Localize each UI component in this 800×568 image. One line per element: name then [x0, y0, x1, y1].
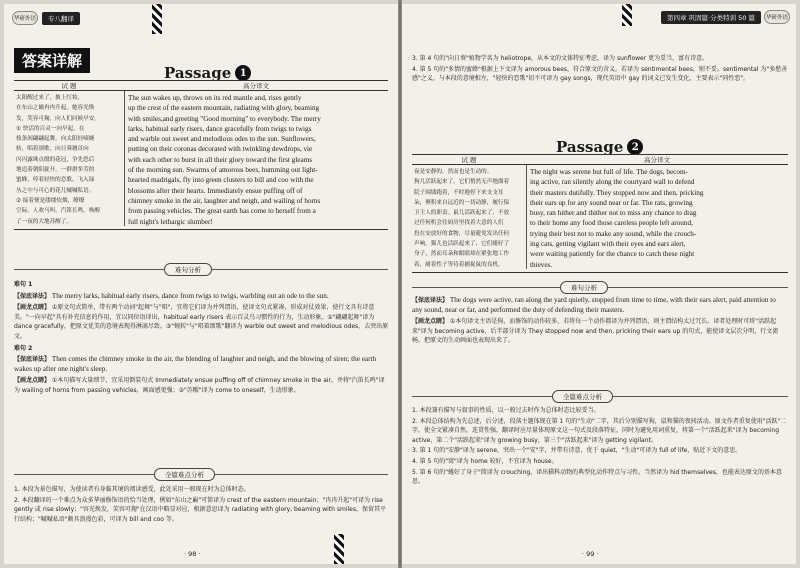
passage-number-badge: 2 [627, 139, 643, 155]
column-divider [124, 91, 125, 226]
en-line: and warble out sweet and melodious odes to the sun. Sunflowers, [128, 135, 316, 144]
en-line: with smiles,and greeting "Good morning" to everybody. The merry [128, 114, 321, 123]
difficult-sentence-analysis [412, 296, 788, 348]
numbered-note: 1. 本段兼有描写与叙事的性质，以一般过去时作为总体时态比较妥当。 [412, 407, 600, 414]
en-line: The night was serene but full of life. The dogs, becom- [530, 168, 688, 176]
overall-analysis-title: 全篇难点分析 [552, 390, 613, 403]
passage-table-header [412, 154, 788, 165]
en-line: of the morning sun. Swarms of amorous bees, humming out light- [128, 166, 318, 175]
left-page [4, 4, 398, 564]
col-header-translation: 高分译文 [243, 82, 269, 90]
en-line: blossoms after their hearts. Immediately ensue puffing off of [128, 186, 303, 195]
passage1-notes-continued [412, 54, 788, 85]
cn-line: 地追着朝阳旋开，一群群多劳的 [16, 167, 95, 174]
en-line: trying their best not to make any sound, while the crouch- [530, 229, 697, 238]
analysis-paragraph [14, 292, 390, 302]
col-header-question: 试 题 [461, 156, 477, 164]
numbered-note: 5. 第 6 句的"蜷好了身子"简译为 crouching，译出猫科动物的典型化动作特点与习性。当然译为 hid themselves，也能表达原文的基本意思。 [412, 468, 782, 486]
difficult-sentence-analysis [14, 280, 390, 398]
analysis-label: 【画龙点睛】 [412, 318, 449, 326]
chinese-source-text [16, 93, 122, 227]
analysis-label: 难句 1 [14, 281, 33, 288]
stripe-decoration [152, 4, 162, 34]
analysis-paragraph [14, 355, 390, 374]
en-line: hearted madrigals, fly into green clusters to bill and coo with the [128, 176, 314, 185]
analysis-paragraph [412, 317, 788, 346]
passage-table-header [14, 80, 388, 91]
cn-line: 了一夜的大地苏醒了。 [16, 218, 72, 225]
brand-logo: 华研外语 [12, 11, 38, 25]
analysis-paragraph [412, 296, 788, 315]
numbered-note: 4. 第 5 句的"窝"译为 home 较好，不宜译为 house。 [412, 457, 558, 465]
sentence-heading [14, 280, 390, 290]
cn-line: 过任何机会往厨房里找着大意的人们 [414, 220, 504, 227]
stripe-decoration [334, 534, 344, 564]
passage-label: Passage [556, 138, 624, 156]
analysis-title: 难句分析 [560, 281, 608, 294]
overall-analysis [14, 485, 390, 525]
right-page [402, 4, 796, 564]
analysis-text: Then comes the chimney smoke in the air, the blending of laughter and neigh, and the blowing of siren; the earth wakes up after one night's sleep. [14, 355, 377, 373]
analysis-paragraph [14, 303, 390, 341]
col-header-question: 试 题 [61, 82, 77, 90]
cn-line: ② 接着便是缕缕炊烟，缭缭 [16, 197, 85, 204]
en-line: full night's lethargic slumber! [128, 217, 213, 226]
analysis-title: 难句分析 [164, 263, 212, 276]
cn-line: 卫主人的职责。鼠儿活跃起来了，不放 [414, 210, 510, 217]
analysis-text: ①原文句式简单，带有两个动词"起舞"与"唱"，宜将它们译为并列谓语，使译文句式紧凑，形成对仗效果，使行文具有诗意美。"一向早起"具有补充信息的作用，宜以同位语译出，habitual early risers 表示百灵鸟习惯性的行为，生动形象。②"翩翩起舞"译为 dance gracefully，把原文优美的意境表现得淋漓尽致。③"婉转"与"唱着颂歌"翻译为 warble out sweet and melodious odes，去突出原文。 [14, 304, 389, 340]
cn-line: 发，笑容可掬，向人们问候早安。 [16, 115, 100, 122]
cn-line: 投在安放好的食物，尽量避免发出任何 [414, 230, 510, 237]
column-divider [526, 165, 527, 269]
section-title: 答案详解 [14, 48, 90, 73]
english-translation-text [128, 93, 394, 227]
cn-line: 空际，人欢马叫，汽笛长鸣，唤醒 [16, 208, 100, 215]
en-line: busy, ran hither and thither not to miss any chance to drag [530, 209, 697, 218]
analysis-text: The dogs were active, ran along the yard quietly, stopped from time to time, with their ears alert, paid attention to any sound, near or far, and performed the duty of defending their masters. [412, 296, 776, 314]
en-line: from passing vehicles. The great earth has come to herself from a [128, 207, 316, 216]
cn-line: 转，唱着颂歌。向日葵翘首向 [16, 146, 89, 153]
cn-line: 夜是安静的，然而也是生动的。 [414, 169, 493, 175]
right-header [661, 10, 790, 24]
left-header [12, 10, 80, 26]
en-line: The sun wakes up, throws on its red mantle and, rises gently [128, 94, 302, 102]
en-line: their masters dutifully. They stopped now and then, pricking [530, 188, 704, 197]
chapter-tag: 第四章 巩固篇·分类特训 50 篇 [661, 11, 761, 24]
stripe-decoration [622, 4, 632, 26]
en-line: ing cats, getting vigilant with their eyes and ears alert, [530, 240, 686, 249]
en-line: putting on their coronas decorated with twinkling dewdrops, vie [128, 145, 313, 154]
cn-line: 蜜蜂，哼着轻快的恋歌，飞入绿 [16, 177, 95, 184]
analysis-label: 【保底译法】 [412, 297, 449, 304]
cn-line: ① 快活的百灵一向早起，在 [16, 125, 85, 132]
analysis-text: The merry larks, habitual early risers, dance from twigs to twigs, warbling out an ode to the sun. [50, 291, 329, 300]
table-bottom-rule [14, 229, 388, 230]
brand-logo: 华研外语 [764, 10, 790, 24]
analysis-paragraph [14, 376, 390, 395]
left-header-tag: 专八翻译 [42, 12, 80, 25]
analysis-text: ①本句译文主语是狗，而修饰的动作较多，若将每一个动作都译为并列谓语，则主谓结构太过冗长。译者处理时可将"活跃起来"译为 becoming active，后半部分译为 They stopped now and then, pricking their ears up 的句式，能使译文层次分明，行文流畅，把原文的生动画面也表现出来了。 [412, 318, 779, 345]
en-line: were waiting patiently for the chance to catch these night [530, 250, 695, 259]
page-number: · 98 · [184, 550, 201, 558]
cn-line: 枝条间翩翩起舞，向太阳轻嘀婉 [16, 136, 95, 143]
cn-line: 身子，然而耳朵和眼睛却在紧张地工作 [414, 251, 510, 258]
cn-line: 太阳醒过来了，披上红妆， [16, 95, 84, 101]
en-line: with each other to burst in all their glory toward the first gleams [128, 155, 313, 164]
cn-line: 声响。猫儿也活跃起来了，它们蜷好了 [414, 241, 510, 248]
cn-line: 在东山之巅冉冉升起。她容光焕 [16, 105, 95, 112]
page-number: · 99 · [582, 550, 599, 558]
en-line: to their home any food those careless people left around, [530, 219, 693, 228]
table-bottom-rule [412, 272, 788, 273]
en-line: thieves. [530, 260, 553, 269]
numbered-note: 2. 本段翻译的一个难点为众多华丽修饰语的恰当处理，例如"东山之巅"可简译为 crest of the eastern mountain；"冉冉升起"可译为 rise gently 或 rise slowly；"容光焕发，笑容可掬"在汉语中略显对应，根据意思译为 radiating with glory, beaming with smiles，保留其平行结构；"嘁嘁私语"颇具浪漫色彩，可译为 bill and coo 等。 [14, 496, 386, 523]
passage-label: Passage [164, 64, 232, 82]
overall-analysis [412, 406, 788, 488]
numbered-note: 2. 本段总体结构为先总述，后分述，段落主题体现在第 1 句的"生动"二字，其后分别描写狗，鼠和猫的夜间活动。原文作者重复使用"活跃"二字，使全文紧凑自然，连贯性强，翻译时应尽量体现原文这一句式及段落特征，同时为避免用词重复，将第一个"活跃起来"译为 becoming active，第二个"活跃起来"译为 growing busy，第三个"活跃起来"译为 getting vigilant。 [412, 417, 787, 444]
analysis-label: 【保底译法】 [14, 292, 51, 300]
en-line: ing active, ran silently along the courtyard wall to defend [530, 178, 695, 187]
cn-line: 院子围墙跑着，不时地停下来支支耳 [414, 189, 504, 196]
passage-number-badge: 1 [235, 65, 251, 81]
analysis-label: 难句 2 [14, 344, 33, 352]
sentence-heading [14, 344, 390, 354]
numbered-note: 3. 第 1 句的"安静"译为 serene，突出一个"安"字，并带有诗意，优于 quiet，"生动"可译为 full of life，贴近下文的意思。 [412, 447, 742, 455]
en-line: their ears up for any sound near or far. The rats, growing [530, 198, 693, 207]
cn-line: 丛之中与可心的花儿嘁嘁私语。 [16, 187, 95, 194]
english-translation-text [530, 167, 792, 270]
numbered-note: 1. 本段为景色描写，为使读者有身临其境的阅读感受，此处采用一般现在时为总体时态。 [14, 486, 250, 493]
chinese-source-text [414, 167, 524, 270]
cn-line: 着，耐着性子等待着捕捉鼠的良机。 [414, 261, 504, 268]
analysis-text: ①本句描写大量细节，宜采用倒装句式 Immediately ensue puffing off of chimney smoke in the air，并将"汽笛长鸣"译为 wailing of horns from passing vehicles，画面感更强；②"苏醒"译为 come to oneself，生动形象。 [14, 377, 385, 394]
en-line: larks, habitual early risers, dance gracefully from twigs to twigs [128, 124, 312, 133]
overall-analysis-title: 全篇难点分析 [154, 468, 215, 481]
numbered-note: 4. 第 5 句的"多情的蜜蜂"根据上下文译为 amorous bees，符合原文的含义。若译为 sentimental bees，则不妥。sentimental 为"多愁善感"之义，与本段的意境相左，"轻快的恋歌"切不可译为 gay songs，现代英语中 gay 的词义已发生变化，主要表示"同性恋"。 [412, 65, 788, 83]
en-line: chimney smoke in the air, laughter and neigh, and wailing of horns [128, 196, 321, 205]
analysis-label: 【画龙点睛】 [14, 304, 51, 312]
analysis-label: 【保底译法】 [14, 356, 51, 364]
cn-line: 狗儿活跃起来了，它们悄然无声地溜着 [414, 179, 510, 186]
cn-line: 朵，聚积来自远近的一切动静，履行保 [414, 199, 510, 206]
analysis-label: 【画龙点睛】 [14, 377, 51, 385]
col-header-translation: 高分译文 [644, 156, 670, 164]
en-line: up the crest of the eastern mountain, radiating with glory, beaming [128, 104, 320, 113]
cn-line: 闪闪露珠点缀的花冠，争先恐后 [16, 156, 95, 163]
numbered-note: 3. 第 4 句的"向日葵"植物学名为 heliotrope，从本文的文体特征考虑，译为 sunflower 更为妥当，富有诗意。 [412, 55, 709, 62]
